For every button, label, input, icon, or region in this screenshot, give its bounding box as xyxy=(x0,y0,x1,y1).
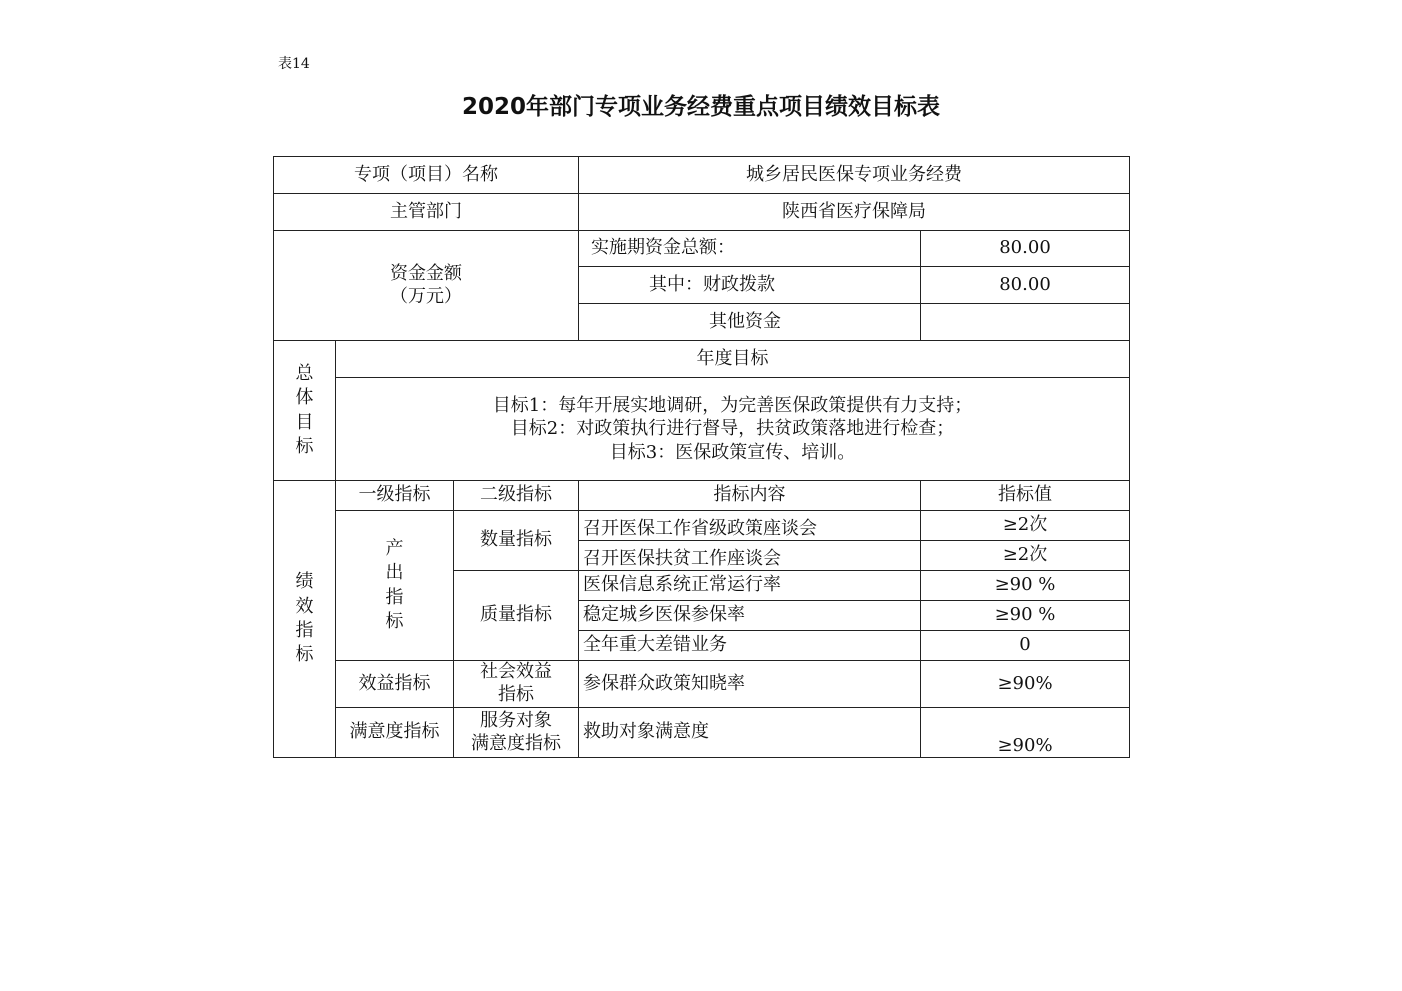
social-benefit-text: 社会效益指标 xyxy=(480,661,552,705)
table-row xyxy=(274,511,1130,541)
overall-goal-body-row xyxy=(274,378,1130,481)
annual-goal-header: 年度目标 xyxy=(336,341,1130,378)
department-label: 主管部门 xyxy=(274,194,579,231)
overall-goal-header-row xyxy=(274,341,1130,378)
indicator-content: 全年重大差错业务 xyxy=(579,631,921,661)
funds-label-line2: （万元） xyxy=(390,285,462,307)
department-row xyxy=(274,194,1130,231)
indicator-content: 召开医保工作省级政策座谈会 xyxy=(579,511,921,541)
overall-goal-side-label xyxy=(274,341,336,481)
indicator-value: ≥2次 xyxy=(921,541,1130,571)
funds-other-value xyxy=(921,304,1130,341)
funds-fiscal-label: 其中：财政拨款 xyxy=(579,267,921,304)
funds-label-line1: 资金金额 xyxy=(390,263,462,284)
indicator-value: ≥90 % xyxy=(921,571,1130,601)
indicator-content: 召开医保扶贫工作座谈会 xyxy=(579,541,921,571)
indicator-content: 救助对象满意度 xyxy=(579,708,921,758)
indicator-value: ≥90% xyxy=(921,661,1130,708)
social-benefit-label xyxy=(454,661,579,708)
project-name-label: 专项（项目）名称 xyxy=(274,157,579,194)
indicator-value: 0 xyxy=(921,631,1130,661)
funds-fiscal-value: 80.00 xyxy=(921,267,1130,304)
indicator-value: ≥2次 xyxy=(921,511,1130,541)
indicator-header-row xyxy=(274,481,1130,511)
service-satisfaction-line1: 服务对象 xyxy=(480,710,552,731)
funds-total-row xyxy=(274,231,1130,267)
header-level2: 二级指标 xyxy=(454,481,579,511)
quantity-indicator-label: 数量指标 xyxy=(454,511,579,571)
service-satisfaction-line2: 满意度指标 xyxy=(471,732,561,754)
service-satisfaction-label xyxy=(454,708,579,758)
goal-item-1: 目标1：每年开展实地调研，为完善医保政策提供有力支持； xyxy=(492,394,973,416)
output-indicator-label xyxy=(336,511,454,661)
table-row xyxy=(274,708,1130,758)
funds-total-label: 实施期资金总额： xyxy=(579,231,921,267)
funds-other-label: 其他资金 xyxy=(579,304,921,341)
output-indicator-text: 产出指标 xyxy=(385,537,404,632)
quality-indicator-label: 质量指标 xyxy=(454,571,579,661)
department-value: 陕西省医疗保障局 xyxy=(579,194,1130,231)
indicator-content: 稳定城乡医保参保率 xyxy=(579,601,921,631)
page-title: 2020年部门专项业务经费重点项目绩效目标表 xyxy=(461,94,940,120)
indicator-value: ≥90 % xyxy=(921,601,1130,631)
project-name-row xyxy=(274,157,1130,194)
performance-side-label xyxy=(274,481,336,758)
benefit-indicator-label: 效益指标 xyxy=(336,661,454,708)
goal-item-3: 目标3：医保政策宣传、培训。 xyxy=(609,441,856,463)
annual-goal-list xyxy=(336,378,1130,481)
header-content: 指标内容 xyxy=(579,481,921,511)
table-number-tag: 表14 xyxy=(278,56,310,72)
indicator-value: ≥90% xyxy=(921,708,1130,758)
indicator-content: 参保群众政策知晓率 xyxy=(579,661,921,708)
goal-item-2: 目标2：对政策执行进行督导，扶贫政策落地进行检查； xyxy=(510,418,955,440)
indicator-content: 医保信息系统正常运行率 xyxy=(579,571,921,601)
satisfaction-indicator-label: 满意度指标 xyxy=(336,708,454,758)
header-level1: 一级指标 xyxy=(336,481,454,511)
funds-total-value: 80.00 xyxy=(921,231,1130,267)
header-value: 指标值 xyxy=(921,481,1130,511)
funds-label xyxy=(274,231,579,341)
performance-side-text: 绩效指标 xyxy=(295,571,314,666)
performance-target-table xyxy=(273,156,1130,758)
overall-goal-side-text: 总体目标 xyxy=(295,362,314,457)
project-name-value: 城乡居民医保专项业务经费 xyxy=(579,157,1130,194)
table-row xyxy=(274,661,1130,708)
